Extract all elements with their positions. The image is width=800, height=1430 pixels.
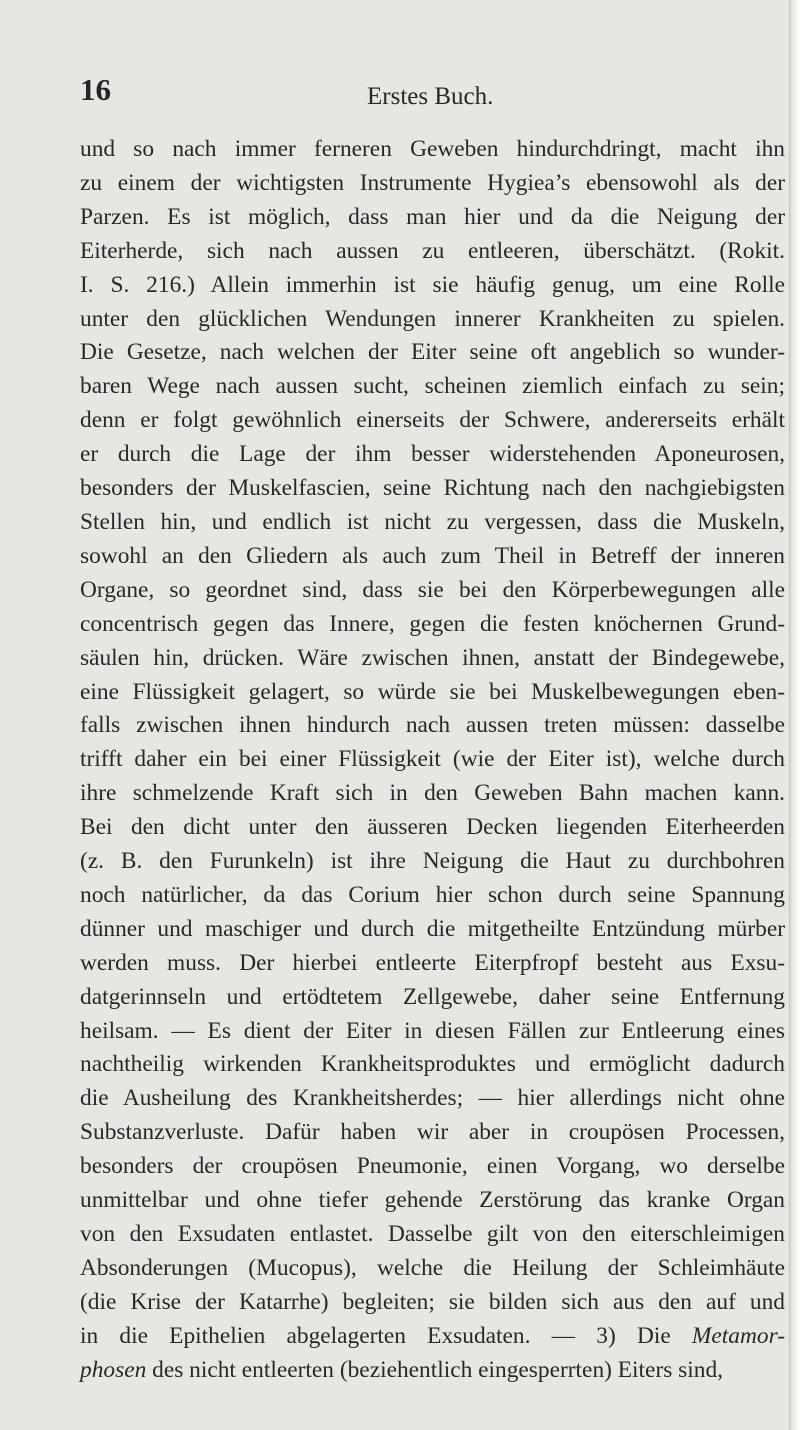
text-line: I. S. 216.) Allein immerhin ist sie häufig genug, um eine Rolle — [80, 271, 785, 298]
running-head: Erstes Buch. — [367, 83, 494, 110]
text-line: werden muss. Der hierbei entleerte Eiterpfropf besteht aus Exsu- — [80, 949, 785, 976]
text-line: Bei den dicht unter den äusseren Decken liegenden Eiterheerden — [80, 814, 785, 841]
text-line: denn er folgt gewöhnlich einerseits der Schwere, andererseits erhält — [80, 407, 785, 434]
text-line: und so nach immer ferneren Geweben hindurchdringt, macht ihn — [80, 136, 785, 162]
text-line: unmittelbar und ohne tiefer gehende Zerstörung das kranke Organ — [80, 1187, 785, 1214]
text-line: besonders der croupösen Pneumonie, einen Vorgang, wo derselbe — [80, 1153, 785, 1180]
text-line: ihre schmelzende Kraft sich in den Geweben Bahn machen kann. — [80, 780, 785, 807]
text-line: sowohl an den Gliedern als auch zum Theil in Betreff der inneren — [80, 542, 785, 569]
page-number: 16 — [80, 72, 111, 107]
body-text — [80, 133, 785, 1388]
text-line: dünner und maschiger und durch die mitgetheilte Entzündung mürber — [80, 915, 785, 942]
italic-term: phosen — [80, 1356, 147, 1383]
text-line: Organe, so geordnet sind, dass sie bei den Körperbewegungen alle — [80, 576, 785, 603]
page-edge — [789, 0, 800, 1430]
text-line: (die Krise der Katarrhe) begleiten; sie bilden sich aus den auf und — [80, 1288, 785, 1315]
text-line: concentrisch gegen das Innere, gegen die festen knöchernen Grund- — [80, 610, 785, 637]
text-line: nachtheilig wirkenden Krankheitsproduktes und ermöglicht dadurch — [80, 1051, 785, 1078]
text-line: heilsam. — Es dient der Eiter in diesen Fällen zur Entleerung eines — [80, 1017, 785, 1044]
text-line: säulen hin, drücken. Wäre zwischen ihnen, anstatt der Bindegewebe, — [80, 644, 785, 671]
text-line: zu einem der wichtigsten Instrumente Hygiea’s ebensowohl als der — [80, 169, 785, 196]
text-line-last — [80, 1354, 785, 1388]
text-line: besonders der Muskelfascien, seine Richtung nach den nachgiebigsten — [80, 475, 785, 502]
text-line: noch natürlicher, da das Corium hier schon durch seine Spannung — [80, 881, 785, 908]
text-line: unter den glücklichen Wendungen innerer Krankheiten zu spielen. — [80, 305, 785, 332]
page-header — [80, 72, 780, 112]
text-run: des nicht entleerten (beziehentlich eingesperrten) Eiters sind, — [146, 1356, 724, 1383]
text-line: Eiterherde, sich nach aussen zu entleeren, überschätzt. (Rokit. — [80, 237, 785, 264]
text-line: datgerinnseln und ertödtetem Zellgewebe, daher seine Entfernung — [80, 983, 785, 1010]
italic-term: Metamor- — [691, 1322, 785, 1349]
text-line: Stellen hin, und endlich ist nicht zu vergessen, dass die Muskeln, — [80, 508, 785, 535]
text-line: Parzen. Es ist möglich, dass man hier und da die Neigung der — [80, 203, 785, 230]
text-line: von den Exsudaten entlastet. Dasselbe gilt von den eiterschleimigen — [80, 1221, 785, 1247]
text-line: trifft daher ein bei einer Flüssigkeit (wie der Eiter ist), welche durch — [80, 746, 785, 773]
text-line: er durch die Lage der ihm besser widerstehenden Aponeurosen, — [80, 441, 785, 468]
text-line: eine Flüssigkeit gelagert, so würde sie bei Muskelbewegungen eben- — [80, 678, 785, 705]
text-run: in die Epithelien abgelagerten Exsudaten. — 3) Die — [80, 1322, 692, 1349]
text-line: Substanzverluste. Dafür haben wir aber in croupösen Processen, — [80, 1119, 785, 1146]
text-line: falls zwischen ihnen hindurch nach aussen treten müssen: dasselbe — [80, 712, 785, 739]
text-line-with-italic — [80, 1320, 785, 1354]
text-line: baren Wege nach aussen sucht, scheinen ziemlich einfach zu sein; — [80, 373, 785, 400]
text-line: (z. B. den Furunkeln) ist ihre Neigung die Haut zu durchbohren — [80, 848, 785, 875]
text-line: Die Gesetze, nach welchen der Eiter seine oft angeblich so wunder- — [80, 339, 785, 366]
text-line: die Ausheilung des Krankheitsherdes; — hier allerdings nicht ohne — [80, 1085, 785, 1112]
text-line: Absonderungen (Mucopus), welche die Heilung der Schleimhäute — [80, 1254, 785, 1281]
